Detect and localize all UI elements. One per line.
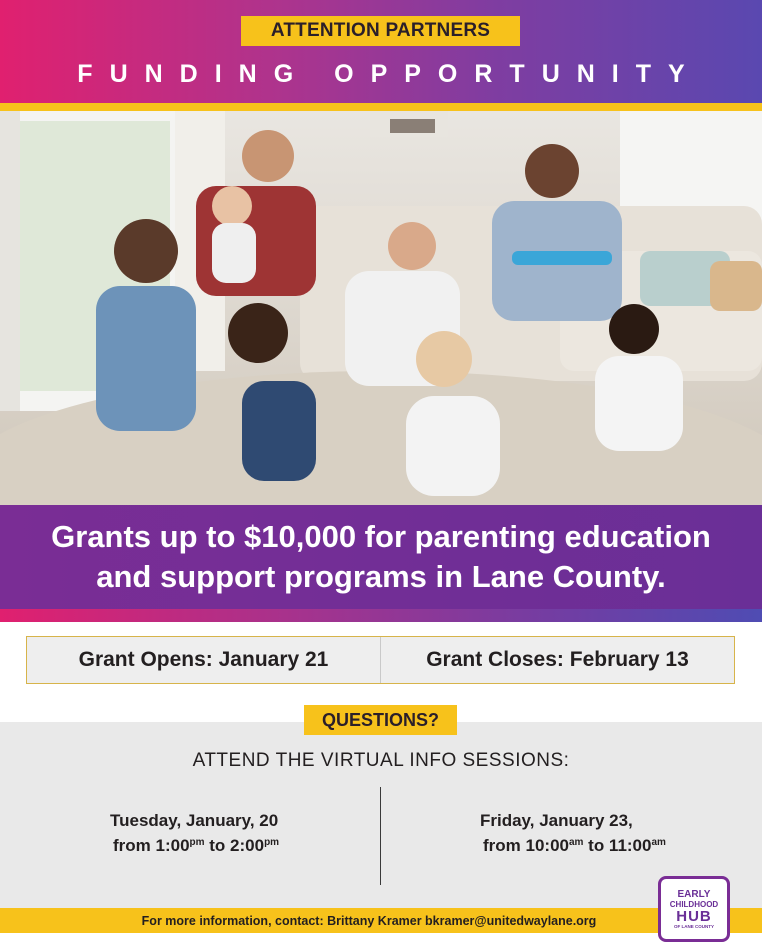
- contact-footer: [0, 908, 762, 933]
- grant-banner: [0, 505, 762, 609]
- contact-text: For more information, contact: Brittany Kramer bkramer@unitedwaylane.org: [141, 913, 597, 928]
- grant-closes: Grant Closes: February 13: [380, 637, 734, 683]
- family-photo: [0, 111, 762, 505]
- session-1-time: from $1:00^{pm}$ to $2:00^{pm}$: [113, 836, 280, 855]
- grant-dates-box: [26, 636, 735, 684]
- early-childhood-hub-logo: EARLY CHILDHOOD HUB OF LANE COUNTY: [658, 876, 730, 942]
- grant-opens: Grant Opens: January 21: [78, 648, 329, 671]
- session-2-day: Friday, January 23,: [480, 811, 633, 830]
- family-photo-illustration: [0, 111, 762, 505]
- header-banner: [0, 0, 762, 103]
- session-divider: [380, 787, 381, 885]
- yellow-divider: [0, 103, 762, 111]
- attention-badge: ATTENTION PARTNERS: [241, 16, 520, 46]
- banner-line-1: Grants up to $10,000 for parenting education: [51, 519, 711, 554]
- gradient-stripe: [0, 609, 762, 622]
- session-1-day: Tuesday, January, 20: [110, 811, 279, 830]
- session-friday: [480, 808, 666, 858]
- session-tuesday: [110, 808, 279, 858]
- questions-badge: QUESTIONS?: [304, 705, 457, 735]
- banner-line-2: and support programs in Lane County.: [96, 559, 666, 594]
- info-sessions-heading: ATTEND THE VIRTUAL INFO SESSIONS:: [192, 750, 570, 771]
- session-2-time: from $10:00^{am}$ to $11:00^{am}$: [483, 836, 666, 855]
- page-title: FUNDING OPPORTUNITY: [77, 60, 702, 88]
